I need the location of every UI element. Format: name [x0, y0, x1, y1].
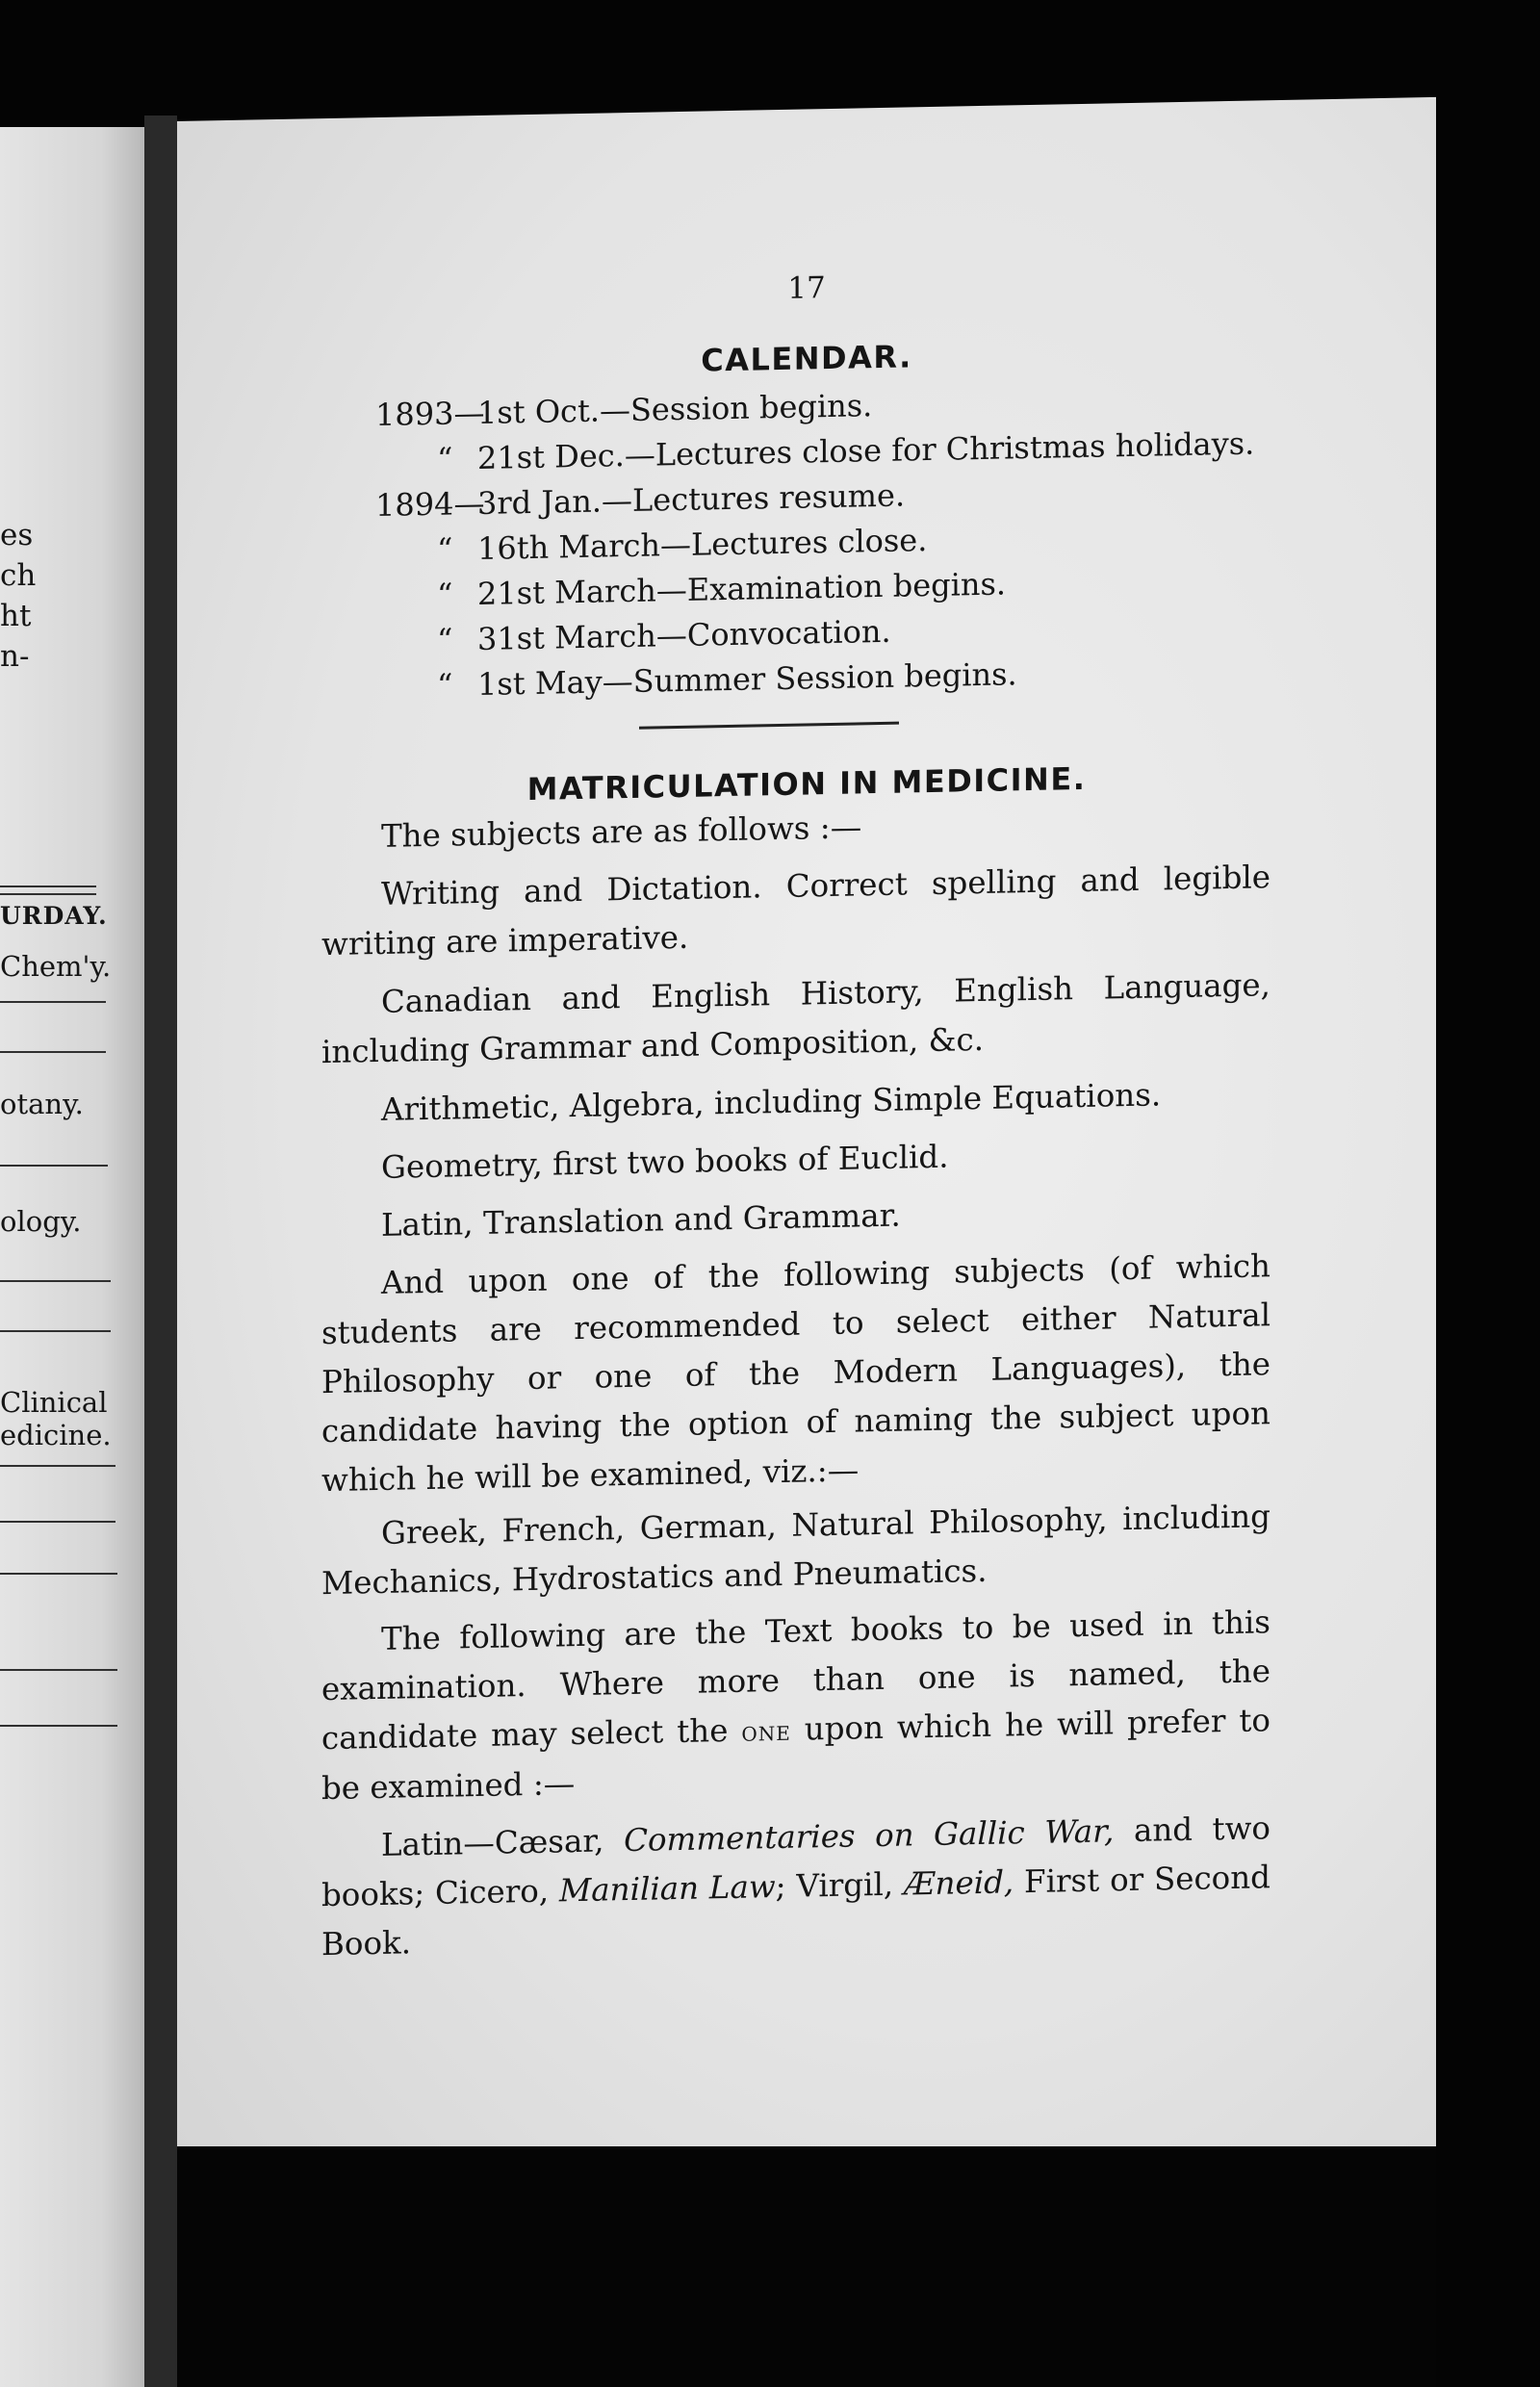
calendar-heading: CALENDAR. — [701, 338, 912, 379]
calendar-ditto: “ — [437, 576, 453, 613]
languages-paragraph: Greek, French, German, Natural Philosophy, including Mechanics, Hydrostatics and Pneumatics. — [321, 1498, 1270, 1603]
left-fragment: otany. — [0, 1088, 84, 1120]
left-fragment: Clinical — [0, 1386, 108, 1419]
intro-paragraph: The subjects are as follows :— — [381, 808, 862, 855]
work-title: Commentaries on Gallic War, — [624, 1812, 1115, 1860]
latin-books-text: ; Virgil, — [775, 1865, 894, 1906]
left-rule — [0, 1521, 116, 1523]
calendar-ditto: “ — [437, 621, 453, 658]
calendar-ditto: “ — [437, 440, 453, 477]
left-fragment: n- — [0, 639, 30, 674]
calendar-entry: 3rd Jan.—Lectures resume. — [477, 476, 906, 523]
textbooks-one: one — [741, 1714, 791, 1748]
work-title: Æneid, — [904, 1863, 1014, 1903]
calendar-entry: 1st May—Summer Session begins. — [477, 655, 1017, 704]
left-rule — [0, 893, 96, 895]
left-rule — [0, 1001, 106, 1003]
left-fragment: es — [0, 518, 34, 552]
calendar-entry: 1st Oct.—Session begins. — [477, 387, 873, 432]
arithmetic-paragraph: Arithmetic, Algebra, including Simple Equations. — [381, 1076, 1162, 1128]
left-rule — [0, 1465, 116, 1467]
left-fragment: ch — [0, 558, 37, 593]
page-number: 17 — [787, 270, 826, 306]
left-fragment: edicine. — [0, 1419, 112, 1451]
left-fragment: ology. — [0, 1205, 82, 1238]
calendar-entry: 21st March—Examination begins. — [477, 565, 1007, 613]
book-gutter — [144, 116, 177, 2387]
optional-subjects-paragraph: And upon one of the following subjects (of which students are recommended to select either Natural Philosophy or one of the Modern Languages), the candidate having the option of naming the subject upon which he will be examined, viz.:— — [321, 1247, 1270, 1500]
latin-books-text: Latin—Cæsar, — [381, 1822, 604, 1863]
book-page — [177, 97, 1436, 2208]
latin-paragraph: Latin, Translation and Grammar. — [381, 1196, 901, 1244]
left-fragment: Chem'y. — [0, 950, 112, 983]
textbooks-text: The following are the Text books to be used in this examination. Where more than one is named, the candidate may select the — [321, 1604, 1270, 1758]
left-rule — [0, 1330, 111, 1332]
latin-books-paragraph — [321, 1804, 1270, 1969]
previous-page-edge — [0, 127, 144, 2387]
calendar-entry: 31st March—Convocation. — [477, 612, 891, 658]
left-rule — [0, 1573, 117, 1575]
latin-books-text: First or Second Book. — [321, 1859, 1270, 1964]
matriculation-heading: MATRICULATION IN MEDICINE. — [526, 759, 1087, 808]
calendar-ditto: “ — [437, 666, 453, 704]
work-title: Manilian Law — [559, 1868, 776, 1910]
left-rule — [0, 1725, 117, 1727]
page-shadow — [177, 2146, 1436, 2387]
geometry-paragraph: Geometry, first two books of Euclid. — [381, 1138, 949, 1186]
textbooks-paragraph — [321, 1598, 1270, 1813]
left-fragment: URDAY. — [0, 902, 108, 930]
section-divider — [639, 722, 899, 730]
textbooks-text: upon which he will prefer to be examined :— — [321, 1702, 1270, 1808]
left-rule — [0, 1051, 106, 1053]
calendar-ditto: “ — [437, 530, 453, 568]
left-rule — [0, 886, 96, 887]
calendar-entry: 21st Dec.—Lectures close for Christmas holidays. — [477, 424, 1255, 477]
left-rule — [0, 1165, 108, 1167]
calendar-year: 1893— — [375, 394, 485, 434]
latin-books-text: and two books; Cicero, — [321, 1810, 1270, 1914]
left-rule — [0, 1669, 117, 1671]
left-rule — [0, 1280, 111, 1282]
left-fragment: ht — [0, 599, 32, 633]
calendar-year: 1894— — [375, 484, 485, 525]
writing-paragraph: Writing and Dictation. Correct spelling and legible writing are imperative. — [321, 859, 1270, 963]
history-paragraph: Canadian and English History, English Language, including Grammar and Composition, &c. — [321, 966, 1270, 1071]
calendar-entry: 16th March—Lectures close. — [477, 522, 928, 568]
